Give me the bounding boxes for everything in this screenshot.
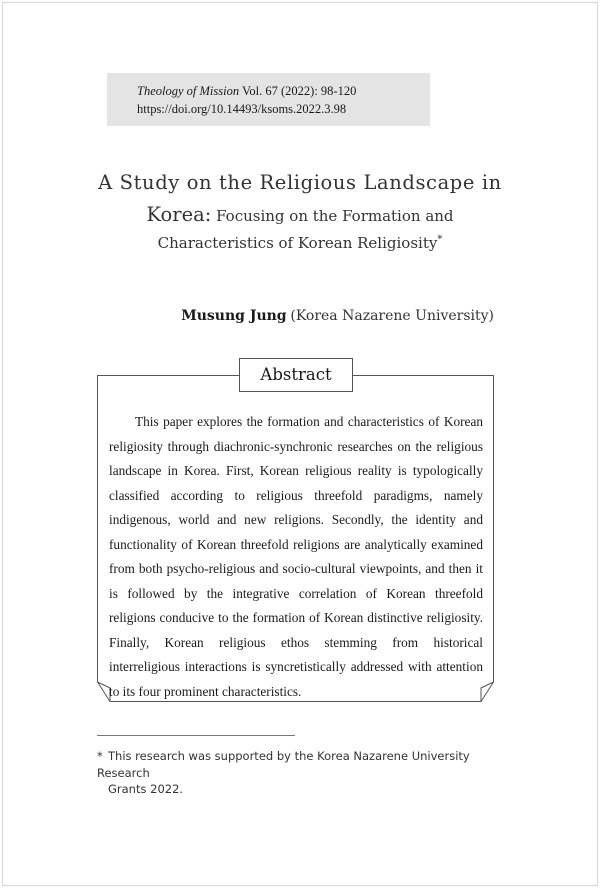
abstract-body: This paper explores the formation and characteristics of Korean religiosity through diachronic-synchronic researches on the religious landscape in Korea. First, Korean religious reality is typologically classified according to religious threefold paradigms, namely indigenous, world and new religions. Secondly, the identity and functionality of Korean threefold religions are analytically examined from both psycho-religious and socio-cultural viewpoints, and then it is followed by the integrative correlation of Korean threefold religions conducive to the formation of Korean distinctive religiosity. Finally, Korean religious ethos stemming from historical interreligious interactions is syncretistically addressed with attention to its four prominent characteristics. bbox=[109, 414, 483, 699]
footnote-rule bbox=[97, 735, 295, 736]
author-affiliation: (Korea Nazarene University) bbox=[290, 308, 494, 324]
title-footnote-mark[interactable]: * bbox=[437, 234, 443, 245]
footnote-mark: * bbox=[97, 749, 103, 763]
title-line-3 bbox=[0, 234, 600, 252]
title-subtitle-end: Characteristics of Korean Religiosity bbox=[157, 234, 438, 252]
journal-name: Theology of Mission bbox=[137, 84, 240, 98]
author-line bbox=[181, 308, 494, 325]
title-line-1: A Study on the Religious Landscape in bbox=[98, 171, 502, 194]
title-line-2 bbox=[0, 203, 600, 226]
citation-box bbox=[107, 73, 430, 126]
footnote-text-1: This research was supported by the Korea Nazarene University Research bbox=[97, 749, 470, 780]
author-name: Musung Jung bbox=[181, 308, 287, 324]
footnote-line-2: Grants 2022. bbox=[108, 782, 184, 796]
abstract-heading: Abstract bbox=[239, 358, 353, 392]
volume-pages: Vol. 67 (2022): 98-120 bbox=[239, 84, 357, 98]
footnote-line-1 bbox=[97, 748, 497, 781]
abstract-frame bbox=[97, 365, 494, 702]
citation-journal-line bbox=[137, 84, 356, 99]
title-main-end: Korea: bbox=[146, 203, 212, 226]
footnote bbox=[97, 748, 497, 798]
citation-doi[interactable]: https://doi.org/10.14493/ksoms.2022.3.98 bbox=[137, 102, 347, 116]
title-subtitle-start: Focusing on the Formation and bbox=[211, 207, 454, 225]
